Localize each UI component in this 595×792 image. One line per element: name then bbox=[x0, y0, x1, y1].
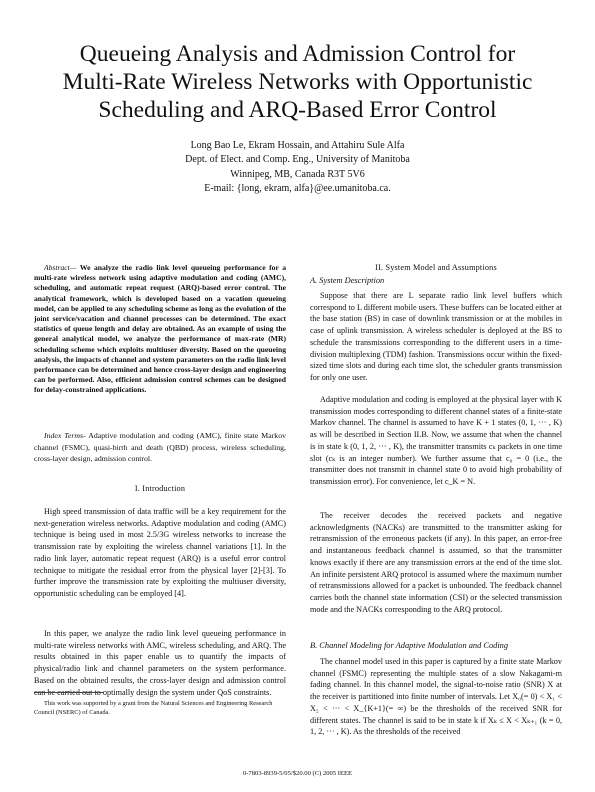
index-terms-text: - Adaptive modulation and coding (AMC), finite state Markov channel (FSMC), quasi-birth and death (QBD) process, wireless scheduling, cross-layer design, admission control. bbox=[34, 431, 286, 464]
abstract-label: Abstract— bbox=[44, 263, 77, 272]
abstract bbox=[34, 263, 286, 396]
footnote-rule bbox=[34, 692, 104, 693]
author-email: E-mail: {long, ekram, alfa}@ee.umanitoba.ca. bbox=[204, 182, 391, 194]
author-address: Winnipeg, MB, Canada R3T 5V6 bbox=[230, 168, 365, 180]
intro-paragraph-2: In this paper, we analyze the radio link level queueing performance in multi-rate wireless networks with AMC, wireless scheduling, and ARQ. The results obtained in this paper enable us to quantify the impacts of physical/radio link and channel parameters on the system performance. Based on the obtained results, the cross-layer design and admission control can be carried out to optimally design the system under QoS constraints. bbox=[34, 629, 286, 697]
title-line-2: Multi-Rate Wireless Networks with Opportunistic bbox=[62, 69, 533, 95]
system-paragraph-3: The receiver decodes the received packets and negative acknowledgments (NACKs) are transmitted to the transmitter asking for retransmission of the erroneous packets (if any). In this paper, an error-free and instantaneous feedback channel is assumed, so that the transmitter knows exactly if there are any transmission errors at the end of the time slot. An infinite persistent ARQ protocol is assumed where the maximum number of retransmissions allowed for a packet is unbounded. The feedback channel carries both the channel state information (CSI) or the selected transmission mode and the NACKs corresponding to the ARQ protocol. bbox=[310, 511, 562, 614]
footnote: This work was supported by a grant from the Natural Sciences and Engineering Research Council (NSERC) of Canada. bbox=[34, 700, 273, 716]
subsection-a-heading: A. System Description bbox=[310, 276, 385, 285]
section-2-heading: II. System Model and Assumptions bbox=[375, 263, 497, 272]
abstract-text: We analyze the radio link level queueing performance for a multi-rate wireless network using adaptive modulation and coding (AMC), scheduling, and automatic repeat request (ARQ)-based error control. The analytical framework, which is developed based on a vacation queueing model, can be applied to any scheduling scheme as long as the evolution of the joint service/vacation and channel processes can be determined. The exact statistics of queue length and delay are obtained. As an example of using the general analytical model, we analyze the performance of max-rate (MR) scheduling scheme which exploits multiuser diversity. Based on the queueing analysis, the impacts of channel and system parameters on the radio link level performance can be determined and hence cross-layer design and engineering can be performed. Also, efficient admission control schemes can be designed for delay-constrained applications. bbox=[34, 263, 286, 395]
index-terms bbox=[34, 430, 286, 465]
paper-title bbox=[20, 40, 575, 124]
system-paragraph-2: Adaptive modulation and coding is employed at the physical layer with K transmission modes corresponding to different channel states of a finite-state Markov channel. The channel is assumed to have K + 1 states (0, 1, ··· , K) as will be described in Section II.B. Now, we assume that when the channel is in state k (0, 1, 2, ··· , K), the transmitter transmits cₖ packets in one time slot (cₖ is an integer number). We further assume that c₀ = 0 (i.e., the transmitter does not transmit in channel state 0 to avoid high probability of transmission error). For convenience, let c_K = N. bbox=[310, 395, 562, 486]
index-terms-label: Index Terms bbox=[44, 431, 84, 440]
title-line-1: Queueing Analysis and Admission Control for bbox=[79, 41, 516, 67]
title-line-3: Scheduling and ARQ-Based Error Control bbox=[98, 97, 497, 123]
copyright-footer: 0-7803-8939-5/05/$20.00 (C) 2005 IEEE bbox=[242, 770, 353, 777]
subsection-b-heading: B. Channel Modeling for Adaptive Modulation and Coding bbox=[310, 641, 509, 650]
section-1-heading: I. Introduction bbox=[134, 484, 186, 493]
channel-paragraph-1: The channel model used in this paper is captured by a finite state Markov channel (FSMC) representing the multiple states of a slow Nakagami-m fading channel. In this channel model, the signal-to-noise ratio (SNR) X at the receiver is partitioned into finite number of intervals. Let X₀(= 0) < X₁ < X₂ < ··· < X_{K+1}(= ∞) be the thresholds of the received SNR for different states. The channel is said to be in state k if Xₖ ≤ X < Xₖ₊₁ (k = 0, 1, 2, ··· , K). As the thresholds of the received bbox=[310, 657, 562, 737]
author-block bbox=[20, 139, 575, 196]
author-dept: Dept. of Elect. and Comp. Eng., University of Manitoba bbox=[185, 154, 410, 166]
system-paragraph-1: Suppose that there are L separate radio link level buffers which correspond to L different mobile users. These buffers can be located either at the base station (BS) in case of downlink transmission or at the mobiles in case of uplink transmission. A wireless scheduler is deployed at the BS to schedule the transmissions corresponding to the different users in a time-division multiplexing (TDM) fashion. Transmissions occur within the fixed-sized time slots and during each time slot, the scheduler grants transmission for only one user. bbox=[310, 291, 562, 382]
author-names: Long Bao Le, Ekram Hossain, and Attahiru Sule Alfa bbox=[190, 140, 405, 151]
intro-paragraph-1: High speed transmission of data traffic will be a key requirement for the next-generation wireless networks. Adaptive modulation and coding (AMC) technique is being used in most 2.5/3G wireless networks to increase the transmission rate by exploiting the wireless channel variations [1]. In the radio link layer, automatic repeat request (ARQ) is a useful error control technique to mitigate the residual error from the physical layer [2]-[3]. To further improve the transmission rate by exploiting the multiuser diversity, opportunistic scheduling can be employed [4]. bbox=[34, 507, 286, 598]
